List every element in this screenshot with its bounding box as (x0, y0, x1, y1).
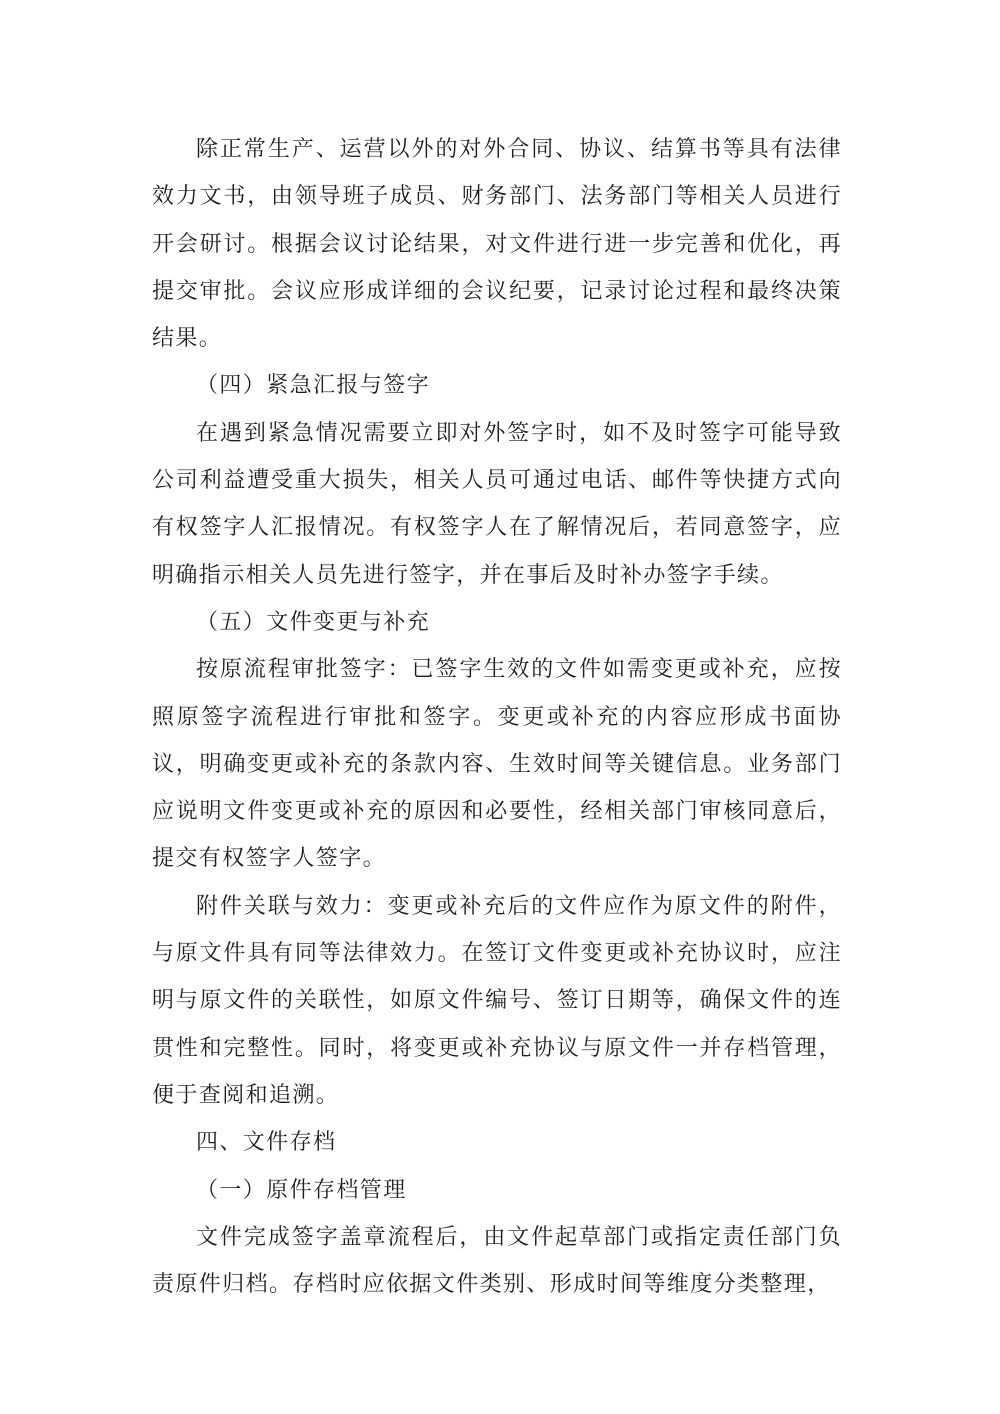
chapter-heading-archiving: 四、文件存档 (196, 1130, 337, 1156)
section-heading-document-changes: （五）文件变更与补充 (196, 609, 431, 635)
paragraph-contract-review: 除正常生产、运营以外的对外合同、协议、结算书等具有法律效力文书，由领导班子成员、财务部门、法务部门等相关人员进行开会研讨。根据会议讨论结果，对文件进行进一步完善和优化，再提交审批。会议应形成详细的会议纪要，记录讨论过程和最终决策结果。 (152, 137, 842, 352)
section-heading-emergency-report: （四）紧急汇报与签字 (196, 373, 431, 399)
paragraph-original-archiving: 文件完成签字盖章流程后，由文件起草部门或指定责任部门负责原件归档。存档时应依据文件类别、形成时间等维度分类整理， (152, 1224, 842, 1298)
paragraph-emergency-signing: 在遇到紧急情况需要立即对外签字时，如不及时签字可能导致公司利益遭受重大损失，相关人员可通过电话、邮件等快捷方式向有权签字人汇报情况。有权签字人在了解情况后，若同意签字，应明确指示相关人员先进行签字，并在事后及时补办签字手续。 (152, 420, 842, 588)
paragraph-change-approval: 按原流程审批签字：已签字生效的文件如需变更或补充，应按照原签字流程进行审批和签字。变更或补充的内容应形成书面协议，明确变更或补充的条款内容、生效时间等关键信息。业务部门应说明文件变更或补充的原因和必要性，经相关部门审核同意后，提交有权签字人签字。 (152, 657, 842, 872)
document-body (152, 126, 842, 1308)
paragraph-attachment-validity: 附件关联与效力：变更或补充后的文件应作为原文件的附件，与原文件具有同等法律效力。在签订文件变更或补充协议时，应注明与原文件的关联性，如原文件编号、签订日期等，确保文件的连贯性和完整性。同时，将变更或补充协议与原文件一并存档管理，便于查阅和追溯。 (152, 893, 842, 1108)
section-heading-original-archiving: （一）原件存档管理 (196, 1177, 407, 1203)
